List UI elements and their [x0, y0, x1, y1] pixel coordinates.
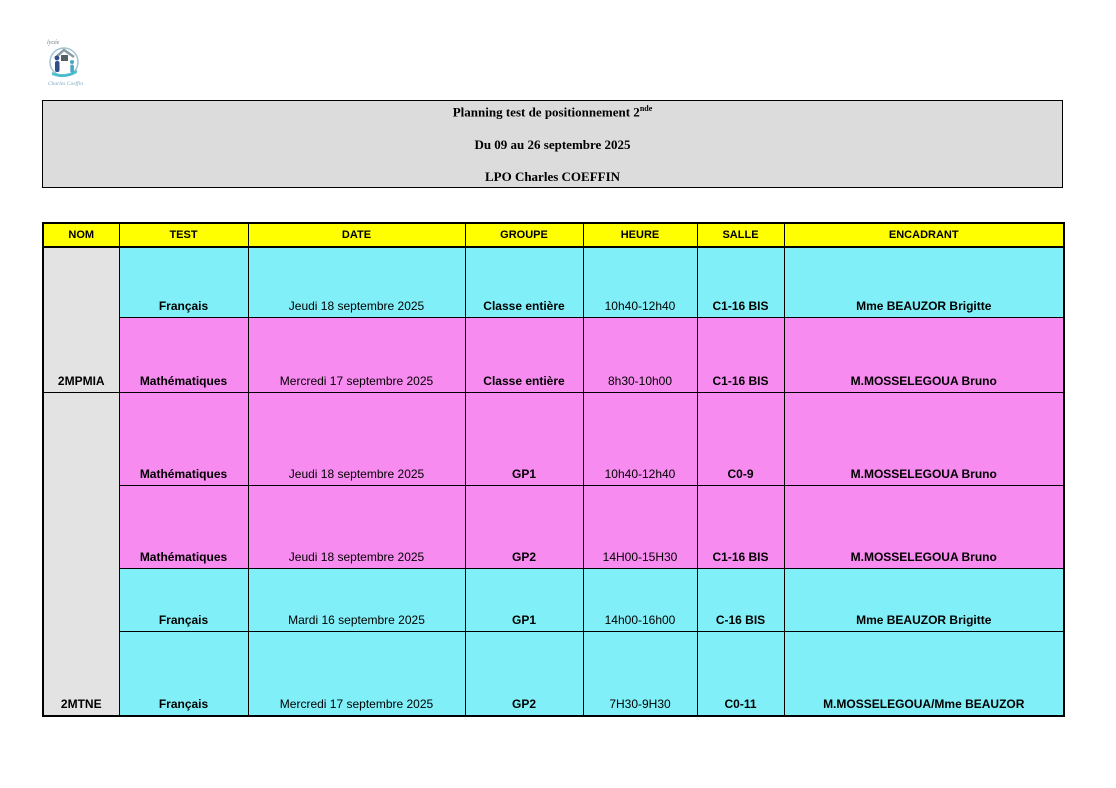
school-logo-icon [44, 36, 84, 88]
groupe-cell: GP1 [465, 568, 583, 631]
date-cell: Mercredi 17 septembre 2025 [248, 631, 465, 716]
encadrant-cell: M.MOSSELEGOUA Bruno [784, 392, 1064, 485]
salle-cell: C-16 BIS [697, 568, 784, 631]
table-row [43, 485, 1064, 568]
encadrant-cell: M.MOSSELEGOUA/Mme BEAUZOR [784, 631, 1064, 716]
document-date-range: Du 09 au 26 septembre 2025 [474, 136, 631, 152]
date-cell: Mardi 16 septembre 2025 [248, 568, 465, 631]
groupe-cell: GP1 [465, 392, 583, 485]
class-name-cell: 2MTNE [43, 392, 119, 716]
date-cell: Jeudi 18 septembre 2025 [248, 392, 465, 485]
column-header-groupe: GROUPE [465, 223, 583, 247]
heure-cell: 10h40-12h40 [583, 247, 697, 317]
heure-cell: 14H00-15H30 [583, 485, 697, 568]
encadrant-cell: M.MOSSELEGOUA Bruno [784, 485, 1064, 568]
salle-cell: C1-16 BIS [697, 317, 784, 392]
salle-cell: C0-11 [697, 631, 784, 716]
groupe-cell: GP2 [465, 485, 583, 568]
salle-cell: C1-16 BIS [697, 247, 784, 317]
column-header-encadrant: ENCADRANT [784, 223, 1064, 247]
column-header-heure: HEURE [583, 223, 697, 247]
column-header-test: TEST [119, 223, 248, 247]
test-cell: Mathématiques [119, 485, 248, 568]
title-superscript: nde [639, 104, 653, 113]
encadrant-cell: Mme BEAUZOR Brigitte [784, 247, 1064, 317]
date-cell: Mercredi 17 septembre 2025 [248, 317, 465, 392]
test-cell: Français [119, 247, 248, 317]
date-cell: Jeudi 18 septembre 2025 [248, 485, 465, 568]
test-cell: Mathématiques [119, 392, 248, 485]
column-header-date: DATE [248, 223, 465, 247]
salle-cell: C1-16 BIS [697, 485, 784, 568]
encadrant-cell: Mme BEAUZOR Brigitte [784, 568, 1064, 631]
heure-cell: 7H30-9H30 [583, 631, 697, 716]
test-cell: Français [119, 631, 248, 716]
salle-cell: C0-9 [697, 392, 784, 485]
heure-cell: 10h40-12h40 [583, 392, 697, 485]
table-row [43, 392, 1064, 485]
document-title-box [42, 100, 1063, 188]
logo-top-text: lycée [47, 40, 60, 46]
date-cell: Jeudi 18 septembre 2025 [248, 247, 465, 317]
document-title: Planning test de positionnement 2nde [452, 104, 653, 120]
groupe-cell: Classe entière [465, 247, 583, 317]
table-row [43, 247, 1064, 317]
test-cell: Mathématiques [119, 317, 248, 392]
logo-bottom-text: Charles Coeffin [48, 81, 83, 87]
table-row [43, 317, 1064, 392]
test-cell: Français [119, 568, 248, 631]
table-row [43, 631, 1064, 716]
heure-cell: 14h00-16h00 [583, 568, 697, 631]
encadrant-cell: M.MOSSELEGOUA Bruno [784, 317, 1064, 392]
column-header-salle: SALLE [697, 223, 784, 247]
groupe-cell: GP2 [465, 631, 583, 716]
table-row [43, 568, 1064, 631]
document-school-name: LPO Charles COEFFIN [484, 168, 621, 184]
groupe-cell: Classe entière [465, 317, 583, 392]
class-name-cell: 2MPMIA [43, 247, 119, 392]
planning-table [42, 222, 1065, 717]
column-header-nom: NOM [43, 223, 119, 247]
table-header-row [43, 223, 1064, 247]
heure-cell: 8h30-10h00 [583, 317, 697, 392]
